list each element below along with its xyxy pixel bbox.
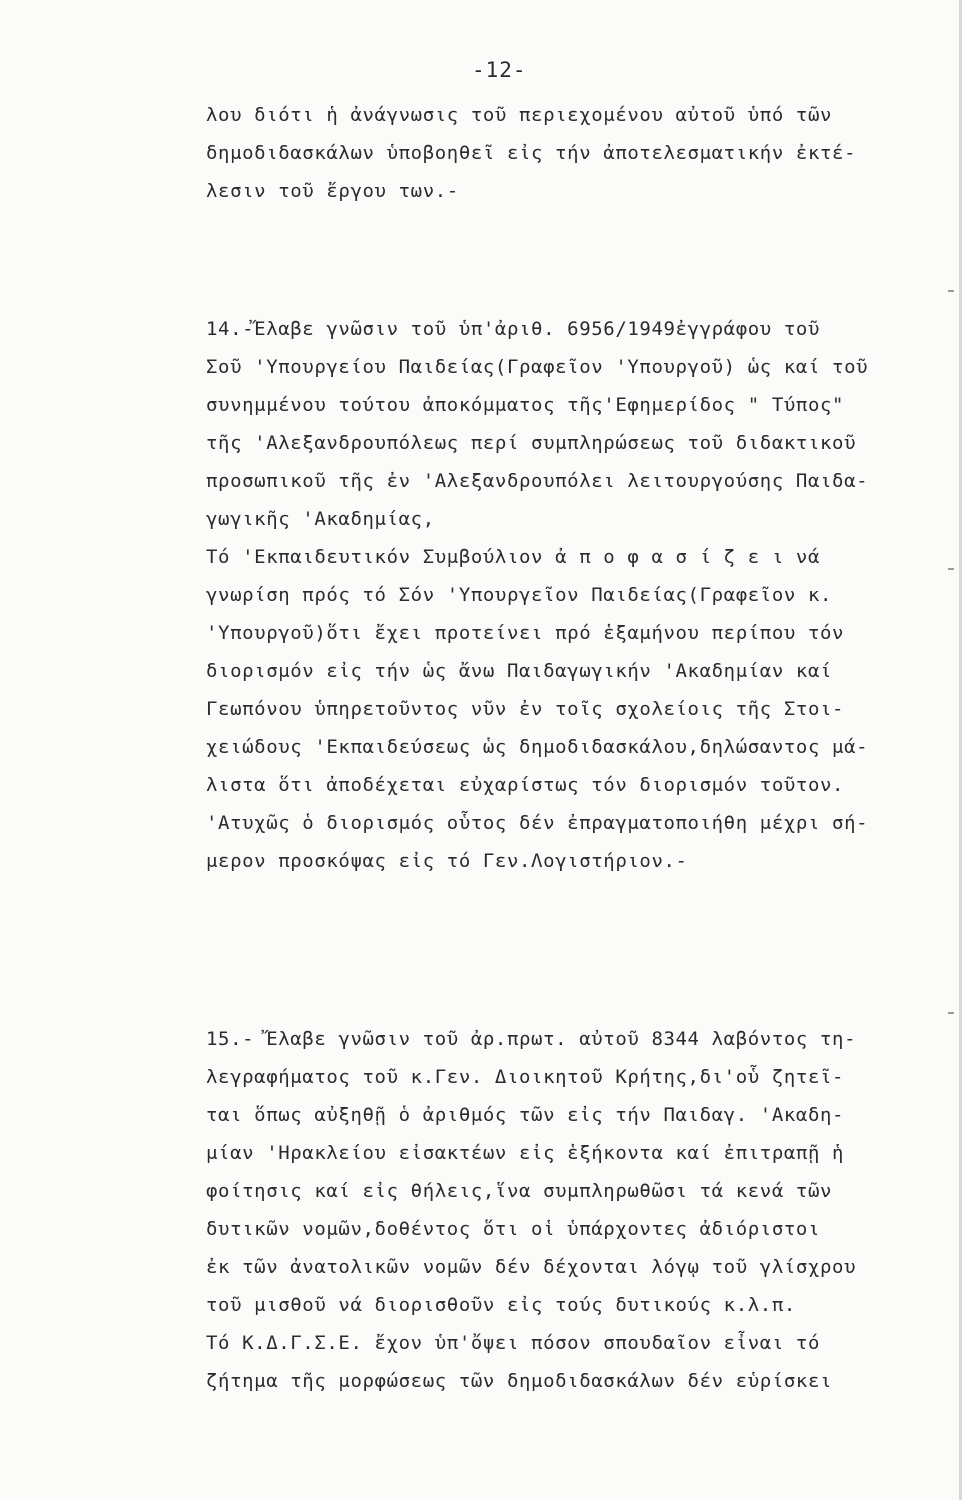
text-line: γωγικῆς 'Ακαδημίας, [206,508,435,530]
paragraph-intro [206,96,936,210]
text-line: ἐκ τῶν ἀνατολικῶν νομῶν δέν δέχονται λόγῳ τοῦ γλίσχρου [206,1256,857,1278]
text-line: δυτικῶν νομῶν,δοθέντος ὅτι οἱ ὑπάρχοντες ἀδιόριστοι [206,1218,820,1240]
text-line: Τό Κ.Δ.Γ.Σ.Ε. ἔχον ὑπ'ὄψει πόσον σπουδαῖον εἶναι τό [206,1332,820,1354]
text-line: λεγραφήματος τοῦ κ.Γεν. Διοικητοῦ Κρήτης,δι'οὗ ζητεῖ- [206,1066,845,1088]
text-line: 'Ατυχῶς ὁ διορισμός οὗτος δέν ἐπραγματοποιήθη μέχρι σή- [206,812,869,834]
text-line: φοίτησις καί εἰς θήλεις,ἵνα συμπληρωθῶσι τά κενά τῶν [206,1180,833,1202]
text-line: ζήτημα τῆς μορφώσεως τῶν δημοδιδασκάλων δέν εὑρίσκει [206,1370,833,1392]
page-number: -12- [472,58,527,82]
text-line: διορισμόν εἰς τήν ὡς ἄνω Παιδαγωγικήν 'Ακαδημίαν καί [206,660,833,682]
text-line: λιστα ὅτι ἀποδέχεται εὐχαρίστως τόν διορισμόν τοῦτον. [206,774,845,796]
paragraph-14 [206,310,936,880]
text-line: Σοῦ 'Υπουργείου Παιδείας(Γραφεῖον 'Υπουργοῦ) ὡς καί τοῦ [206,356,869,378]
text-line: δημοδιδασκάλων ὑποβοηθεῖ εἰς τήν ἀποτελεσματικήν ἐκτέ- [206,142,857,164]
text-line: Τό 'Εκπαιδευτικόν Συμβούλιον ἀ π ο φ α σ ί ζ ε ι νά [206,546,820,568]
text-line: λεσιν τοῦ ἔργου των.- [206,180,459,202]
margin-mark [948,568,954,570]
text-line: γνωρίση πρός τό Σόν 'Υπουργεῖον Παιδείας(Γραφεῖον κ. [206,584,833,606]
text-line: μίαν 'Ηρακλείου εἰσακτέων εἰς ἑξήκοντα καί ἐπιτραπῇ ἡ [206,1142,845,1164]
paragraph-15 [206,1020,936,1400]
text-line: συνημμένου τούτου ἀποκόμματος τῆς'Εφημερίδος " Τύπος" [206,394,845,416]
text-line: τοῦ μισθοῦ νά διορισθοῦν εἰς τούς δυτικούς κ.λ.π. [206,1294,796,1316]
text-line: 'Υπουργοῦ)ὅτι ἔχει προτείνει πρό ἑξαμήνου περίπου τόν [206,622,845,644]
text-line: τῆς 'Αλεξανδρουπόλεως περί συμπληρώσεως τοῦ διδακτικοῦ [206,432,857,454]
text-line: μερον προσκόψας εἰς τό Γεν.Λογιστήριον.- [206,850,688,872]
text-line: χειώδους 'Εκπαιδεύσεως ὡς δημοδιδασκάλου,δηλώσαντος μά- [206,736,869,758]
text-line: ται ὅπως αὐξηθῇ ὁ ἀριθμός τῶν εἰς τήν Παιδαγ. 'Ακαδη- [206,1104,845,1126]
text-line: Γεωπόνου ὑπηρετοῦντος νῦν ἐν τοῖς σχολείοις τῆς Στοι- [206,698,845,720]
margin-mark [948,1012,954,1014]
text-line: προσωπικοῦ τῆς ἐν 'Αλεξανδρουπόλει λειτουργούσης Παιδα- [206,470,869,492]
margin-mark [948,290,954,292]
text-line: 15.- Ἔλαβε γνῶσιν τοῦ ἀρ.πρωτ. αὐτοῦ 8344 λαβόντος τη- [206,1028,857,1050]
text-line: λου διότι ἡ ἀνάγνωσις τοῦ περιεχομένου αὐτοῦ ὑπό τῶν [206,104,833,126]
text-line: 14.-Ἔλαβε γνῶσιν τοῦ ὑπ'ἀριθ. 6956/1949ἐγγράφου τοῦ [206,318,820,340]
